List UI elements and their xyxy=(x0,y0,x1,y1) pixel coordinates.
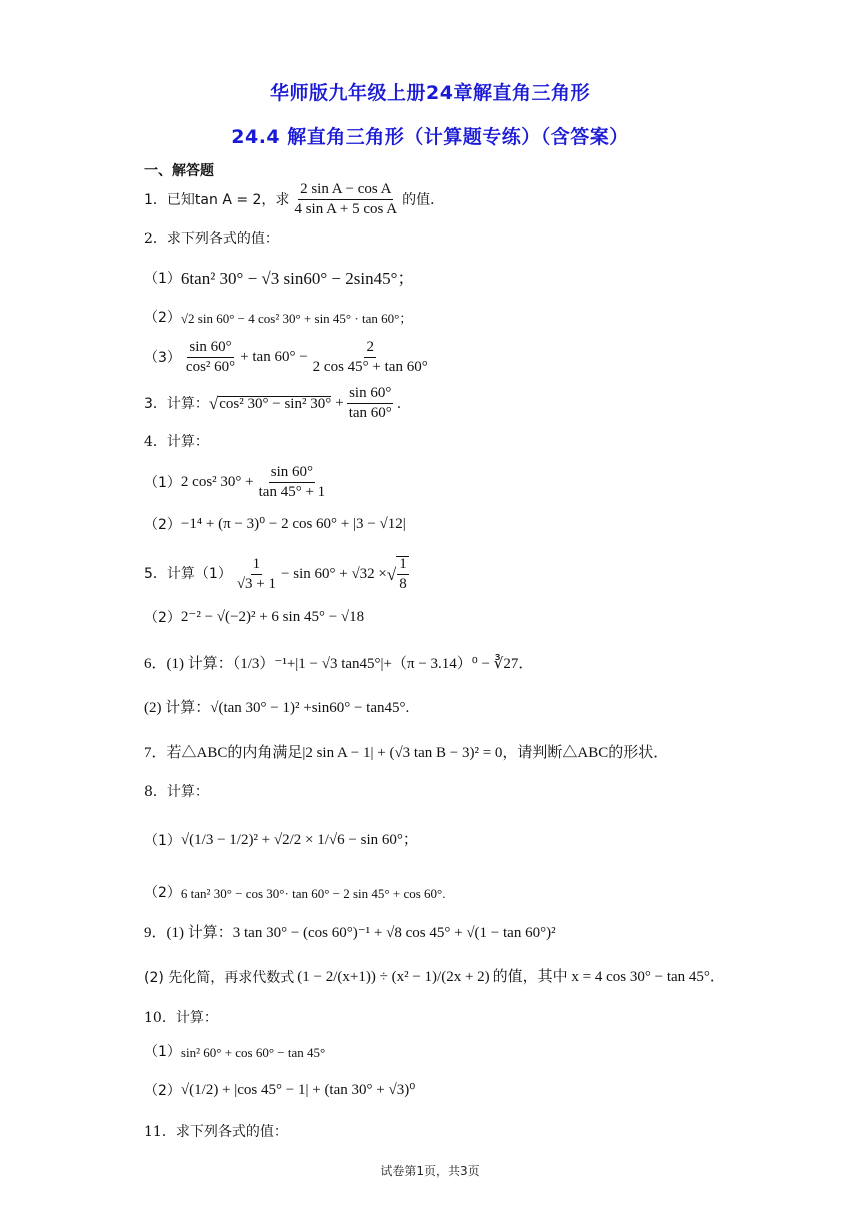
fraction xyxy=(257,465,328,500)
question-8: 8．计算： xyxy=(144,784,209,800)
part-tag: （2） xyxy=(144,885,181,901)
numerator: sin 60° xyxy=(347,386,393,404)
denominator: 4 sin A + 5 cos A xyxy=(294,201,398,217)
question-6-part-2 xyxy=(144,701,409,716)
question-10-part-2 xyxy=(144,1083,415,1098)
question-2: 2．求下列各式的值： xyxy=(144,231,279,247)
expression: 2⁻² − √(−2)² + 6 sin 45° − √18 xyxy=(180,609,365,625)
expression-middle: + tan 60° − xyxy=(240,349,308,365)
section-heading: 一、解答题 xyxy=(144,163,214,179)
question-10: 10．计算： xyxy=(144,1010,218,1026)
numerator: 2 xyxy=(364,340,376,358)
part-tag: （3） xyxy=(144,349,181,366)
question-8-part-2 xyxy=(144,886,445,900)
question-11: 11．求下列各式的值： xyxy=(144,1124,288,1140)
part-tag: （2） xyxy=(144,609,181,626)
expression: (2) 计算：√(tan 30° − 1)² +sin60° − tan45°. xyxy=(144,700,410,716)
expression-middle: − sin 60° + √32 × xyxy=(281,565,387,582)
expression: 6tan² 30° − √3 sin60° − 2sin45°； xyxy=(180,269,415,288)
question-4: 4．计算： xyxy=(144,434,209,450)
question-2-part-1 xyxy=(144,270,414,287)
part-tag: （1） xyxy=(144,474,181,491)
page-footer: 试卷第1页，共3页 xyxy=(380,1164,480,1178)
radical-icon: √ xyxy=(208,394,219,413)
question-2-part-3 xyxy=(144,340,433,375)
expression: sin² 60° + cos 60° − tan 45° xyxy=(180,1044,326,1060)
expression: −1⁴ + (π − 3)⁰ − 2 cos 60° + |3 − √12| xyxy=(180,516,406,532)
question-1-stem: 已知tan A = 2，求 xyxy=(166,191,290,208)
question-number: 1． xyxy=(144,191,167,208)
part-tag: （1） xyxy=(144,1044,181,1060)
expression: 7．若△ABC的内角满足|2 sin A − 1| + (√3 tan B − 3)² = 0，请判断△ABC的形状． xyxy=(144,745,669,761)
part-tag: （1） xyxy=(144,832,181,849)
expression: (1 − 2/(x+1)) ÷ (x² − 1)/(2x + 2) xyxy=(297,969,490,985)
part-tag: （2） xyxy=(144,1082,181,1099)
period: . xyxy=(396,395,402,412)
question-3 xyxy=(144,386,401,421)
question-8-part-1 xyxy=(144,833,418,848)
numerator: sin 60° xyxy=(187,340,233,358)
expression: 2 cos² 30° + xyxy=(180,474,254,490)
question-10-part-1 xyxy=(144,1045,325,1059)
expression: 6 tan² 30° − cos 30°· tan 60° − 2 sin 45° + cos 60°. xyxy=(180,885,446,901)
numerator: 2 sin A − cos A xyxy=(298,182,393,200)
question-9-part-1 xyxy=(144,926,556,941)
fraction xyxy=(311,340,430,375)
denominator: 8 xyxy=(399,576,407,592)
part-tag: （1） xyxy=(144,270,181,287)
question-2-part-2 xyxy=(144,311,412,325)
question-1 xyxy=(144,182,444,217)
question-7 xyxy=(144,746,668,761)
operator: + xyxy=(335,395,344,411)
question-3-stem: 3．计算： xyxy=(144,395,209,412)
denominator: tan 45° + 1 xyxy=(258,484,326,500)
radical-icon: √ xyxy=(386,564,397,584)
radicand: cos² 30° − sin² 30° xyxy=(219,395,332,412)
expression: 9．(1) 计算：3 tan 30° − (cos 60°)⁻¹ + √8 cos 45° + √(1 − tan 60°)² xyxy=(144,925,556,941)
denominator: cos² 60° xyxy=(185,359,236,375)
question-4-part-2 xyxy=(144,517,406,532)
expression: √(1/3 − 1/2)² + √2/2 × 1/√6 − sin 60°； xyxy=(180,832,418,848)
question-9-tail: 的值，其中 x = 4 cos 30° − tan 45°． xyxy=(492,969,725,985)
numerator: 1 xyxy=(251,557,263,575)
question-9-part-2 xyxy=(144,970,725,985)
question-1-tail: 的值． xyxy=(402,191,445,208)
question-5-stem: 5．计算（1） xyxy=(144,566,232,582)
fraction xyxy=(347,386,394,421)
expression: 6．(1) 计算：（1/3）⁻¹+|1 − √3 tan45°|+（π − 3.14）⁰ − ∛27． xyxy=(144,656,534,672)
question-6-part-1 xyxy=(144,657,533,672)
denominator: √3 + 1 xyxy=(236,575,277,592)
part-tag: （2） xyxy=(144,310,181,326)
expression: √(1/2) + |cos 45° − 1| + (tan 30° + √3)⁰ xyxy=(180,1082,416,1098)
document-subtitle: 24.4 解直角三角形（计算题专练）（含答案） xyxy=(231,126,629,148)
numerator: sin 60° xyxy=(269,465,315,483)
question-9-stem: (2) 先化简，再求代数式 xyxy=(144,969,295,986)
denominator: tan 60° xyxy=(348,405,392,421)
expression: √2 sin 60° − 4 cos² 30° + sin 45° · tan 60°； xyxy=(180,310,413,326)
question-5 xyxy=(144,556,412,592)
fraction xyxy=(184,340,237,375)
question-5-part-2 xyxy=(144,610,364,625)
document-title: 华师版九年级上册24章解直角三角形 xyxy=(270,82,590,104)
question-4-part-1 xyxy=(144,465,330,500)
fraction xyxy=(235,557,278,592)
part-tag: （2） xyxy=(144,516,181,533)
numerator: 1 xyxy=(397,557,409,575)
fraction xyxy=(396,556,409,592)
fraction xyxy=(292,182,399,217)
denominator: 2 cos 45° + tan 60° xyxy=(312,359,428,375)
